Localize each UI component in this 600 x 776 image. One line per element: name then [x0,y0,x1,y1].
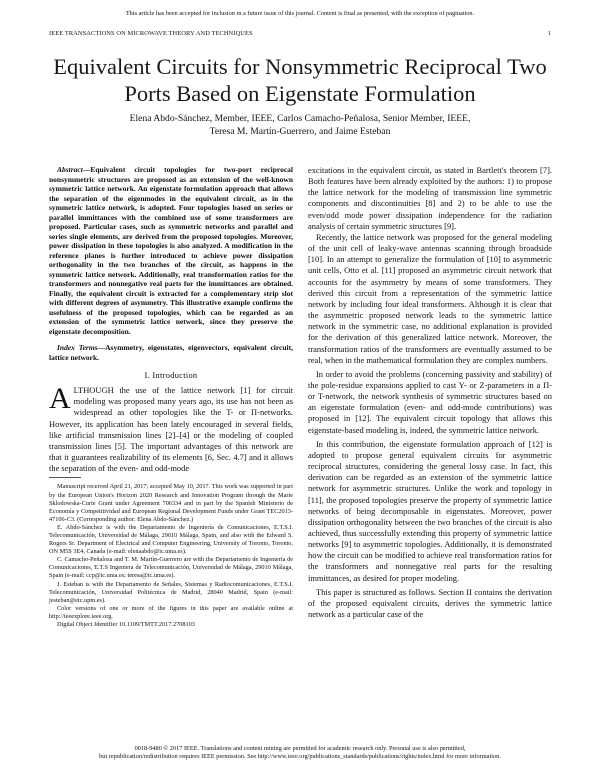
footnote: C. Camacho-Peñalosa and T. M. Martín-Guerrero are with the Departamento de Ingeniería de Comunicaciones, E.T.S Ingeniera de Telecomunicación, Universidad de Málaga, 29010 Málaga, Spain (e-mail: ccp@ic.uma.es; teresa@ic.uma.es). [49,556,293,580]
drop-cap: A [49,382,71,416]
footnote-rule [49,477,81,478]
copyright-notice [0,745,600,761]
journal-name: IEEE TRANSACTIONS ON MICROWAVE THEORY AND TECHNIQUES [49,30,253,37]
publication-notice: This article has been accepted for inclusion in a future issue of this journal. Content is final as presented, with the exception of pagination. [125,10,475,17]
body-paragraph: In this contribution, the eigenstate formulation approach of [12] is adopted to propose general equivalent circuits for asymmetric reciprocal structures, considering the general lossy case. In fact, this derivation can be regarded as an extension of the symmetric lattice network for asymmetric structures. Unlike the work and topology in [11], the proposed topologies preserve the property of symmetric lattice networks of being decomposable in eigenstates. Moreover, power dissipation orthogonality between the two branches of the circuit is also achieved, thus successfully extending this property of symmetric lattice networks [9] to asymmetric topologies. Additionally, it is demonstrated how the circuit can be modified to achieve real transformation ratios for the transformers and nonnegative real parts for the resulting immittances, as desired for proper modeling. [308,438,552,583]
copyright-line-1: 0018-9480 © 2017 IEEE. Translations and content mining are permitted for academic research only. Personal use is also permitted, [134,745,466,752]
index-terms [49,343,293,362]
footnote: Manuscript received April 21, 2017; accepted May 10, 2017. This work was supported in part by the European Union's Horizon 2020 Research and Innovation Program through the Marie Sklodowska-Curie Grant under Agreement 706334 and in part by the Spanish Ministerio de Economía y Competitividad and European Regional Development Funds under Grant TEC2013-47106-C3. (Corresponding author: Elena Abdo-Sánchez.) [49,483,293,523]
body-paragraph: This paper is structured as follows. Section II contains the derivation of the proposed equivalent circuits, derives the symmetric lattice network as a particular case of the [308,586,552,620]
footnotes [49,483,293,629]
right-column [308,165,552,620]
index-terms-label: Index Terms— [57,343,106,352]
index-terms-text: Asymmetry, eigenstates, eigenvectors, equivalent circuit, lattice network. [49,343,294,362]
intro-paragraph [49,382,293,474]
body-paragraph: excitations in the equivalent circuit, as stated in Bartlett's theorem [7]. Both features have been already exploited by the authors: 1) to propose the lattice network for the modeling of transmission line symmetric components and discontinuities [8] and 2) to be able to use the even/odd mode power dissipation independence for the radiation analysis of certain symmetric structures [9]. [308,165,552,231]
paper-title: Equivalent Circuits for Nonsymmetric Reciprocal Two Ports Based on Eigenstate Formulation [53,54,547,106]
left-column [49,165,293,629]
authors-line-1: Elena Abdo-Sánchez, Member, IEEE, Carlos Camacho-Peñalosa, Senior Member, IEEE, [129,113,471,124]
page-number: 1 [547,30,551,37]
abstract-text: Equivalent circuit topologies for two-port reciprocal nonsymmetric structures are proposed as an extension of the well-known symmetric lattice network. An eigenstate formulation approach that allows the separation of the eigenmodes in the equivalent circuit, as in the symmetric lattice network, is adopted. Four topologies based on series or parallel immittances with the combined use of some transformers are proposed. Particular cases, such as symmetric networks and parallel and series single elements, are derived from the proposed topologies. Moreover, power dissipation in these topologies is also analyzed. A modification in the reference planes is further introduced to achieve power dissipation orthogonality in the two branches of the circuit, as happens in the symmetric lattice network. Additionally, real transformation ratios for the transformers and nonnegative real parts for the immittances are obtained. Finally, the equivalent circuit is extracted for a complementary strip slot with different degrees of asymmetry. This illustrative example confirms the usefulness of the proposed topologies, which can be regarded as an extension of the symmetric lattice network, since they preserve the eigenstate decomposition. [49,165,293,336]
author-list [40,113,560,138]
footnote: Digital Object Identifier 10.1109/TMTT.2017.2708103 [57,621,195,628]
copyright-line-2: but republication/redistribution requires IEEE permission. See http://www.ieee.org/publications_standards/publications/rights/index.html for more information. [99,753,501,760]
footnote: Color versions of one or more of the figures in this paper are available online at http://ieeexplore.ieee.org. [49,604,293,620]
authors-line-2: Teresa M. Martín-Guerrero, and Jaime Esteban [209,125,391,137]
body-paragraph: Recently, the lattice network was proposed for the general modeling of the unit cell of leaky-wave antennas scanning through broadside [10]. In an attempt to generalize the formulation of [10] to asymmetric unit cells, Otto et al. [11] proposed an asymmetric circuit network that accounts for the asymmetry by means of some transformers. They derived this circuit from a representation of the symmetric lattice network by including four ideal transformers. Although it is clear that the asymmetric proposed network leads to the symmetric lattice network in the symmetric case, no additional explanation is provided for the derivation of this generalized lattice network. Moreover, the transformation ratios of the transformers are eventually assumed to be real, when in the mathematical formulation they are complex numbers. [308,231,552,365]
section-heading-introduction: I. Introduction [144,371,198,380]
abstract [49,165,293,336]
intro-text: LTHOUGH the use of the lattice network [1] for circuit modeling was proposed many years ago, its use has not been as widespread as other topologies like the T- or Π-networks. However, its application has been lately encouraged in several fields, like artificial transmission lines [2]–[4] or the modeling of coupled transmission lines [5]. The important advantages of this network are that it guarantees realizability of its elements [6, Sec. 4.7] and it allows the separation of the even- and odd-mode [49,385,293,474]
body-paragraph: In order to avoid the problems (concerning passivity and stability) of the pole-residue expansions applied to cast Y- or Z-parameters in a Π- or T-network, the network synthesis of symmetric structures based on an eigenstate formulation (even- and odd-mode contributions) was proposed in [12]. The equivalent circuit topology that allows this eigenstate-based modeling is, indeed, the symmetric lattice network. [308,368,552,435]
footnote: E. Abdo-Sánchez is with the Departamento de Ingeniería de Comunicaciones, E.T.S.I. Telecomunicación, Universidad de Málaga, 29010 Málaga, Spain, and also with the Edward S. Rogers Sr. Department of Electrical and Computer Engineering, University of Toronto, Toronto, ON M5S 3E4, Canada (e-mail: elenaabdo@ic.uma.es). [49,523,293,556]
footnote: J. Esteban is with the Departamento de Señales, Sistemas y Radiocomunicaciones, E.T.S.I. Telecomunicación, Universidad Politécnica de Madrid, 28040 Madrid, Spain (e-mail: jesteban@etc.upm.es). [49,580,293,604]
running-head [49,30,551,37]
abstract-label: Abstract— [57,165,91,174]
